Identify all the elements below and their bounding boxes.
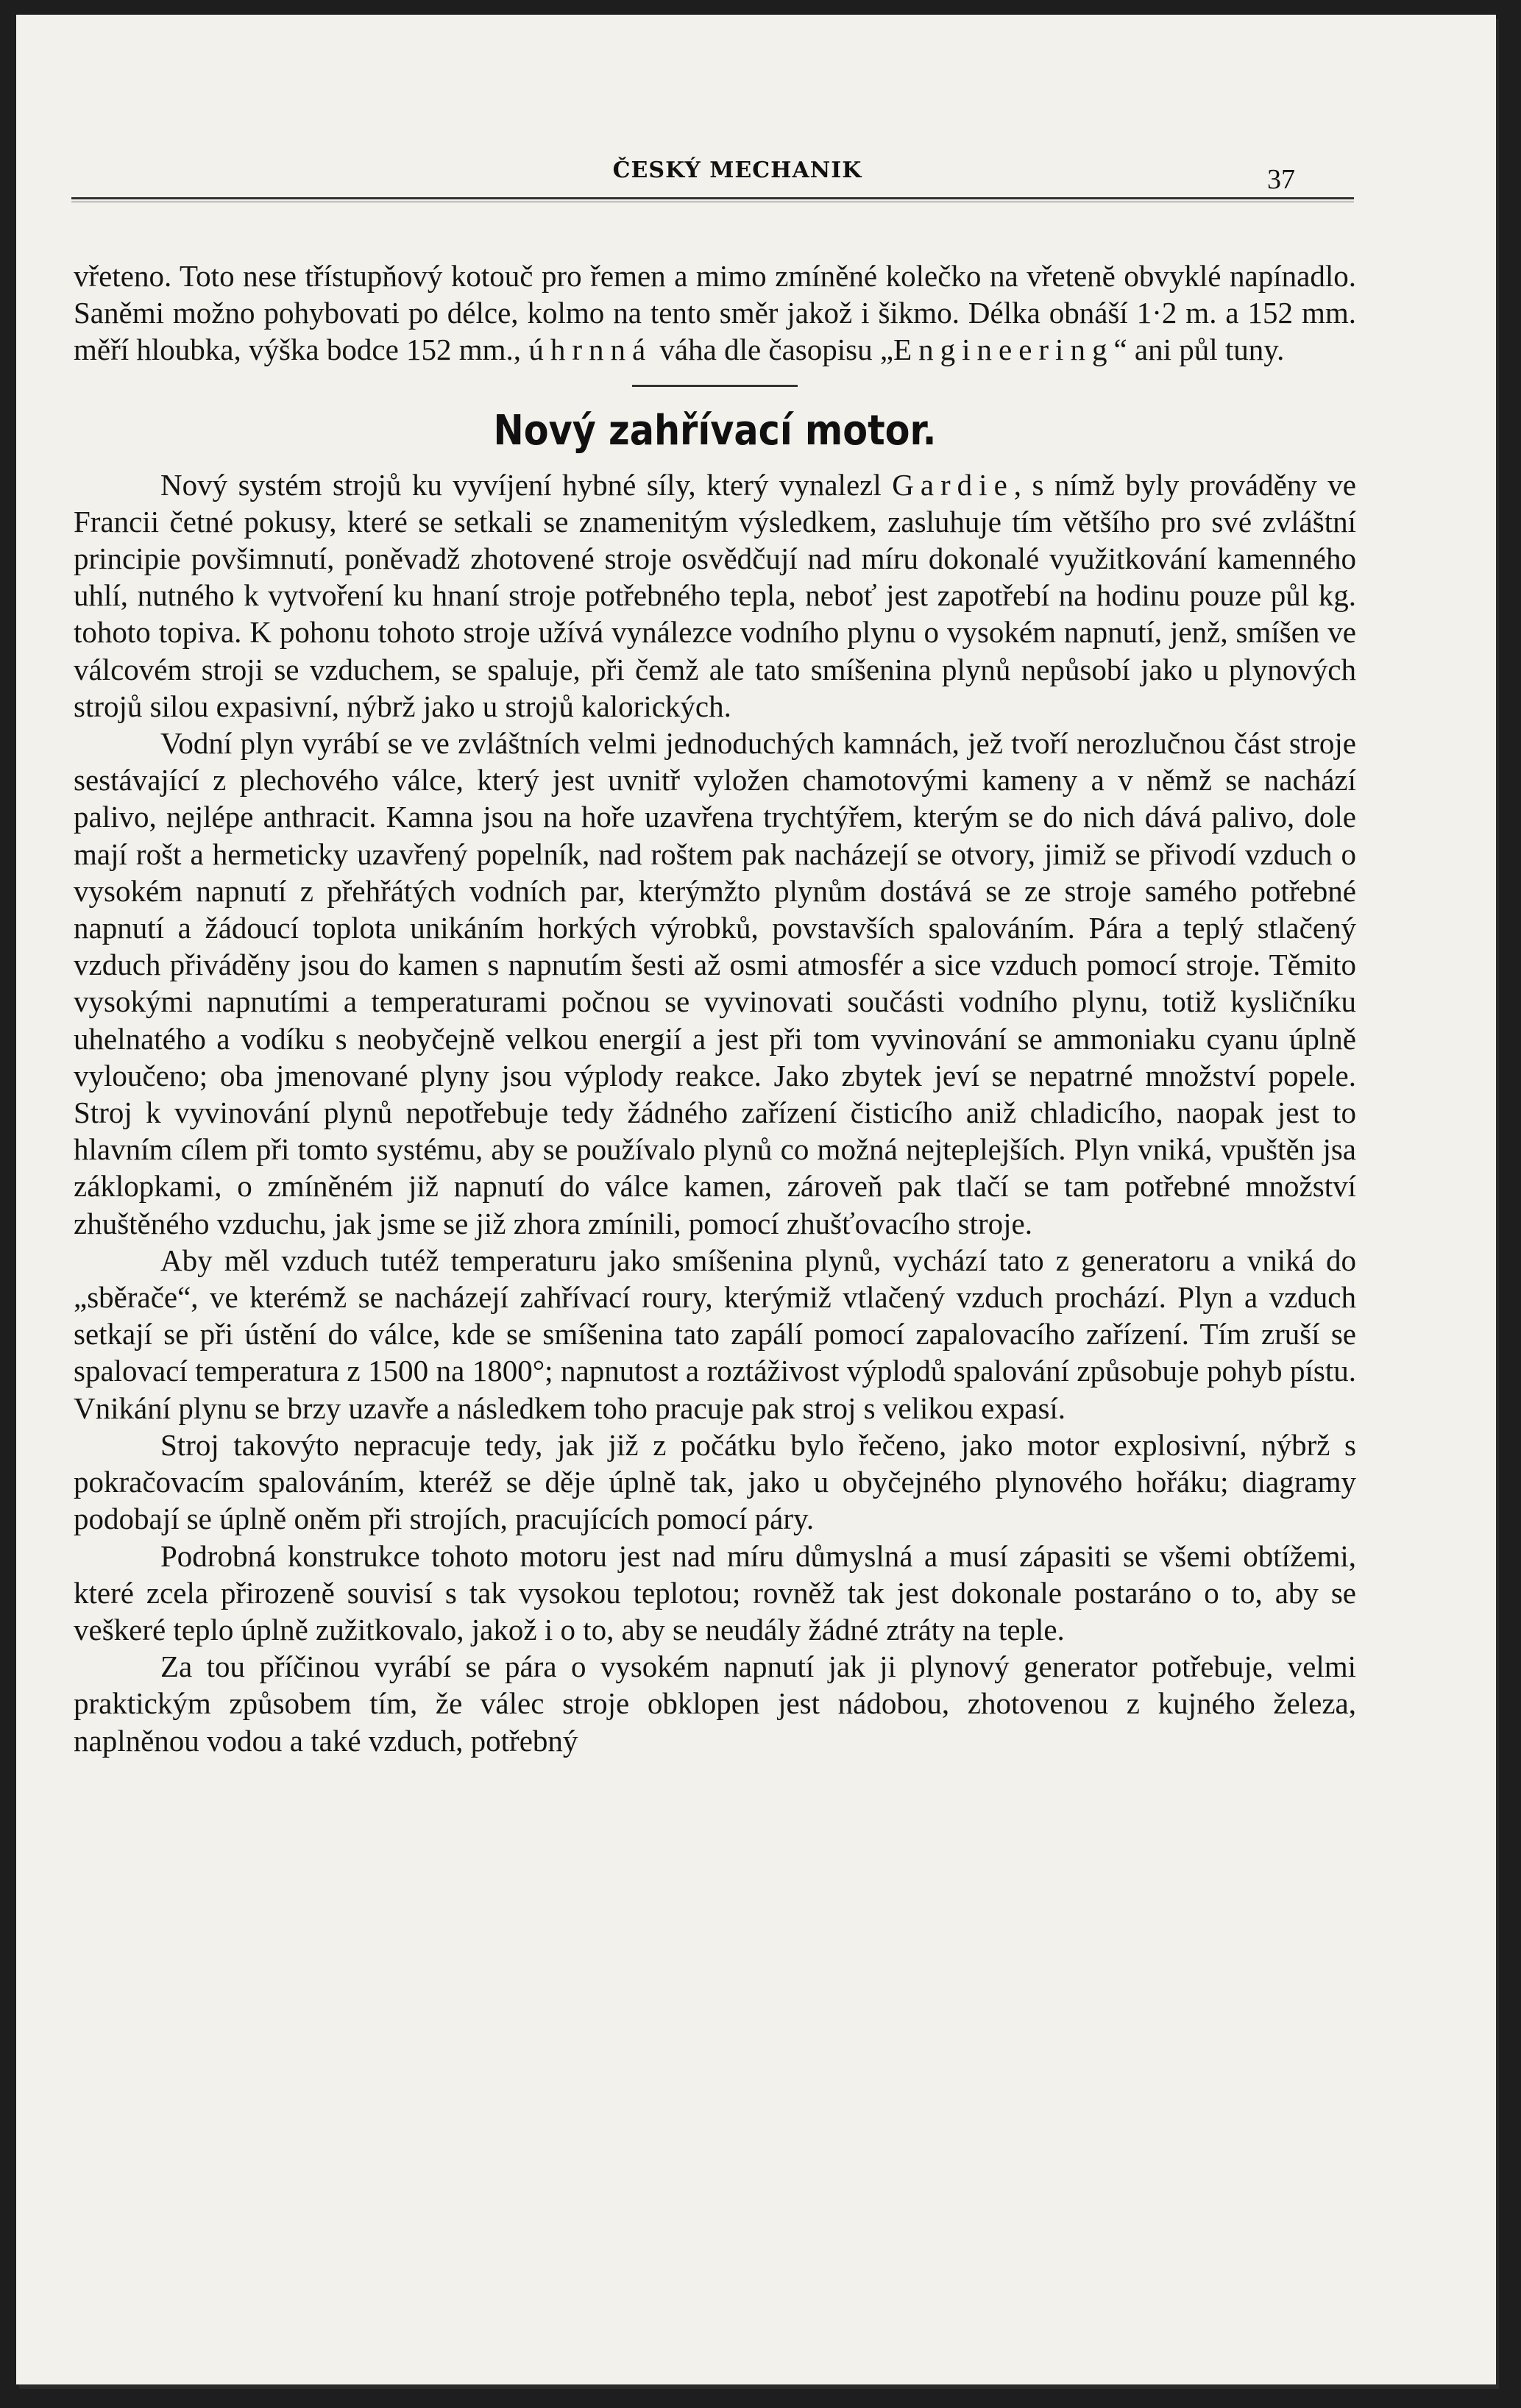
paragraph-text: , s nímž byly prováděny ve Francii četné pokusy, které se setkali se znamenitým výsledkem, zasluhuje tím většího pro své zvláštní principie povšimnutí, poněvadž zhotovené stroje osvědčují nad míru dokonalé využitkování kamenného uhlí, nutného k vytvoření ku hnaní stroje potřebného tepla, neboť jest zapotřebí na hodinu pouze půl kg. tohoto topiva. K pohonu tohoto stroje užívá vynálezce vodního plynu o vysokém napnutí, jenž, smíšen ve válcovém stroji se vzduchem, se spaluje, při čemž ale tato smíšenina plynů nepůsobí jako u plynových strojů silou expasivní, nýbrž jako u strojů kalorických. <box>74 467 1356 723</box>
running-title: ČESKÝ MECHANIK <box>612 157 862 183</box>
header-rule <box>71 197 1354 199</box>
page-number: 37 <box>1267 164 1295 195</box>
body-text <box>74 258 1356 1759</box>
intro-paragraph <box>74 258 1356 369</box>
paragraph: Stroj takovýto nepracuje tedy, jak již z počátku bylo řečeno, jako motor explosivní, nýbrž s pokračovacím spalováním, kteréž se děje úplně tak, jako u obyčejného plynového hořáku; diagramy podobají se úplně oněm při strojích, pracujících pomocí páry. <box>74 1427 1356 1536</box>
section-separator <box>632 385 798 387</box>
paragraph: Aby měl vzduch tutéž temperaturu jako smíšenina plynů, vychází tato z generatoru a vniká do „sběrače“, ve kterémž se nacházejí zahřívací roury, kterýmiž vtlačený vzduch prochází. Plyn a vzduch setkají se při ústění do válce, kde se smíšenina tato zapálí pomocí zapalovacího zařízení. Tím zruší se spalovací temperatura z 1500 na 1800°; napnutost a roztáživost výplodů spalování způsobuje pohyb pístu. Vnikání plynu se brzy uzavře a následkem toho pracuje pak stroj s velikou expasí. <box>74 1243 1356 1425</box>
intro-text-end: “ ani půl tuny. <box>1113 333 1285 367</box>
paragraph: Podrobná konstrukce tohoto motoru jest nad míru důmyslná a musí zápasiti se všemi obtížemi, které zcela přirozeně souvisí s tak vysokou teplotou; rovněž tak jest dokonale postaráno o to, aby se veškeré teplo úplně zužitkovalo, jakož i o to, aby se neudály žádné ztráty na teple. <box>74 1538 1356 1647</box>
paragraph <box>74 466 1356 725</box>
paragraph: Vodní plyn vyrábí se ve zvláštních velmi jednoduchých kamnách, jež tvoří nerozlučnou část stroje sestávající z plechového válce, který jest uvnitř vyložen chamotovými kameny a v němž se nachází palivo, nejlépe anthracit. Kamna jsou na hoře uzavřena trychtýřem, kterým se do nich dává palivo, dole mají rošt a hermeticky uzavřený popelník, nad roštem pak nacházejí se otvory, jimiž se přivodí vzduch o vysokém napnutí z přehřátých vodních par, kterýmžto plynům dostává se ze stroje samého potřebné napnutí a žádoucí toplota unikáním horkých výrobků, povstavších spalováním. Pára a teplý stlačený vzduch přiváděny jsou do kamen s napnutím šesti až osmi atmosfér a sice vzduch pomocí stroje. Těmito vysokými napnutími a temperaturami počnou se vyvinovati součásti vodního plynu, totiž kysličníku uhelnatého a vodíku s neobyčejně velkou energií a jest při tom vyvinování se ammoniaku cyanu úplně vyloučeno; oba jmenované plyny jsou výplody reakce. Jako zbytek jeví se nepatrné množství popele. Stroj k vyvinování plynů nepotřebuje tedy žádného zařízení čisticího aniž chladicího, naopak jest to hlavním cílem při tomto systému, aby se používalo plynů co možná nejteplejších. Plyn vniká, vpuštěn jsa záklopkami, o zmíněném již napnutí do válce kamen, zároveň pak tlačí se tam potřebné množství zhuštěného vzduchu, jak jsme se již zhora zmínili, pomocí zhušťovacího stroje. <box>74 726 1356 1240</box>
spaced-word-total: úhrnná <box>528 333 653 367</box>
paragraph: Za tou příčinou vyrábí se pára o vysokém napnutí jak ji plynový generator potřebuje, velmi praktickým způsobem tím, že válec stroje obklopen jest nádobou, zhotovenou z kujného železa, naplněnou vodou a také vzduch, potřebný <box>74 1649 1356 1758</box>
spaced-name-gardie: Gardie <box>892 467 1014 502</box>
spaced-word-engineering: Engineering <box>893 333 1114 367</box>
intro-text-start: vřeteno. Toto nese třístupňový kotouč pro řemen a mimo zmíněné kolečko na vřetenĕ obvyklé napínadlo. Saněmi možno pohybovati po délce, kolmo na tento směr jakož i šikmo. Délka obnáší 1·2 m. a 152 mm. měří hloubka, výška bodce 152 mm., <box>74 259 1356 367</box>
document-page <box>16 15 1496 2384</box>
page-header <box>16 15 1496 206</box>
intro-text-mid: váha dle časopisu „ <box>652 333 894 367</box>
section-title: Nový zahřívací motor. <box>493 406 937 455</box>
paragraph-text: Nový systém strojů ku vyvíjení hybné síly, který vynalezl <box>160 467 893 502</box>
